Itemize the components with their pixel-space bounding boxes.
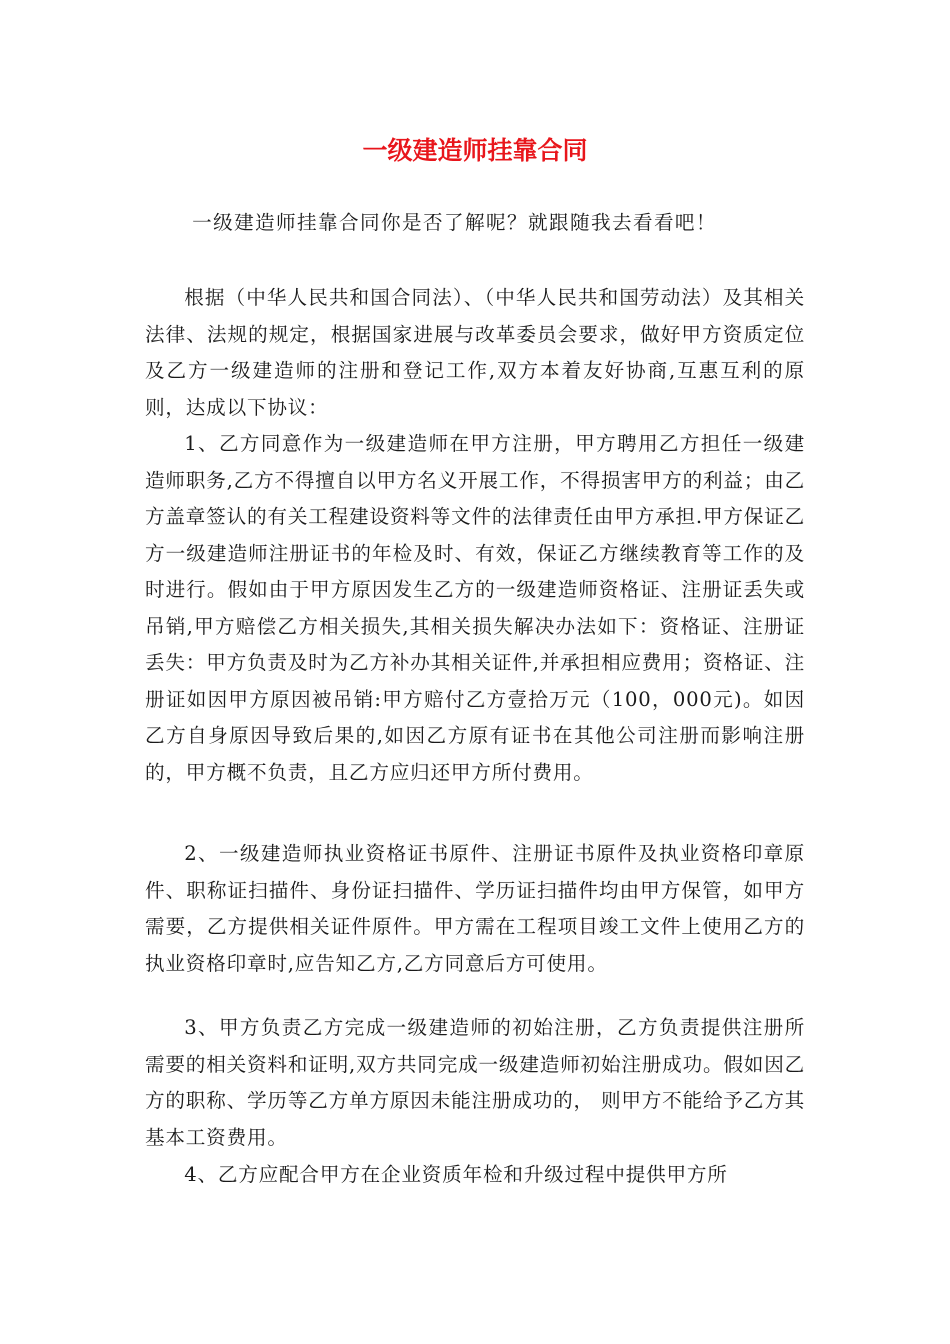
preamble-paragraph: 根据（中华人民共和国合同法）、（中华人民共和国劳动法）及其相关法律、法规的规定，根据国家进展与改革委员会要求，做好甲方资质定位及乙方一级建造师的注册和登记工作,双方本着友好协商,互惠互利的原则，达成以下协议： xyxy=(145,286,805,419)
clause-2-paragraph: 2、一级建造师执业资格证书原件、注册证书原件及执业资格印章原件、职称证扫描件、身份证扫描件、学历证扫描件均由甲方保管，如甲方需要，乙方提供相关证件原件。甲方需在工程项目竣工文件上使用乙方的执业资格印章时,应告知乙方,乙方同意后方可使用。 xyxy=(145,842,805,975)
document-title: 一级建造师挂靠合同 xyxy=(362,136,588,165)
intro-paragraph: 一级建造师挂靠合同你是否了解呢？就跟随我去看看吧！ xyxy=(192,211,717,234)
clause-3-paragraph: 3、甲方负责乙方完成一级建造师的初始注册，乙方负责提供注册所需要的相关资料和证明,双方共同完成一级建造师初始注册成功。假如因乙方的职称、学历等乙方单方原因未能注册成功的， 则甲方不能给予乙方其基本工资费用。 xyxy=(145,1016,805,1149)
clause-4-paragraph: 4、乙方应配合甲方在企业资质年检和升级过程中提供甲方所 xyxy=(184,1163,728,1186)
clause-1-paragraph: 1、乙方同意作为一级建造师在甲方注册，甲方聘用乙方担任一级建造师职务,乙方不得擅自以甲方名义开展工作，不得损害甲方的利益；由乙方盖章签认的有关工程建设资料等文件的法律责任由甲方承担.甲方保证乙方一级建造师注册证书的年检及时、有效，保证乙方继续教育等工作的及时进行。假如由于甲方原因发生乙方的一级建造师资格证、注册证丢失或吊销,甲方赔偿乙方相关损失,其相关损失解决办法如下：资格证、注册证丢失：甲方负责及时为乙方补办其相关证件,并承担相应费用；资格证、注册证如因甲方原因被吊销:甲方赔付乙方壹拾万元（100，000元)。如因乙方自身原因导致后果的,如因乙方原有证书在其他公司注册而影响注册的，甲方概不负责，且乙方应归还甲方所付费用。 xyxy=(145,432,805,784)
